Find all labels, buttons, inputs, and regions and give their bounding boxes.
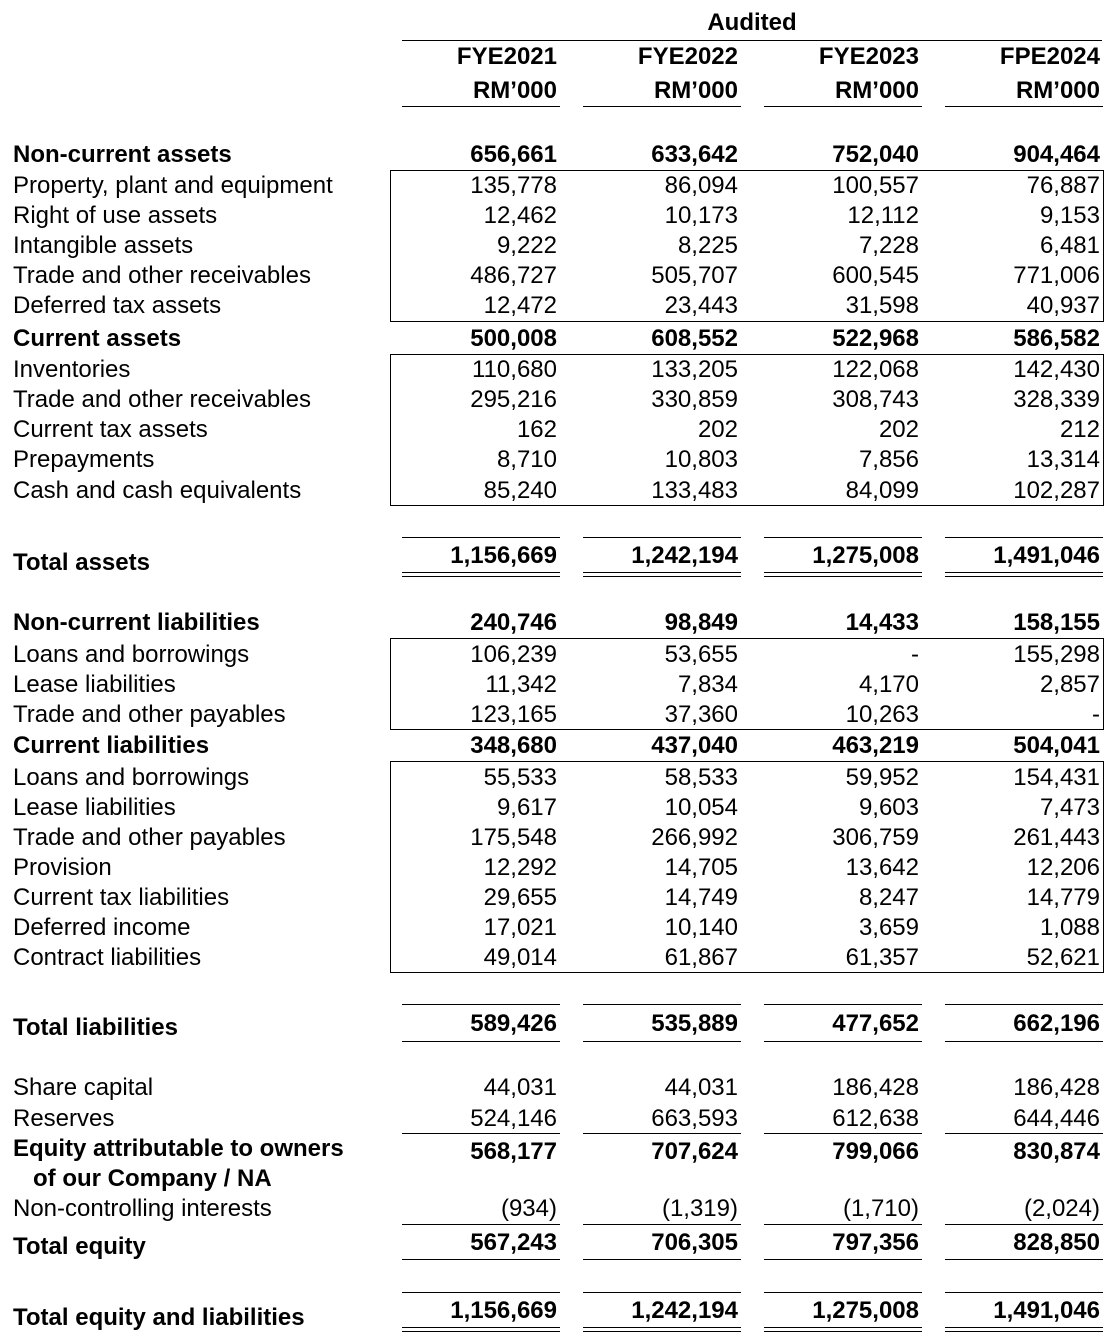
cell-value: 58,533: [664, 764, 738, 791]
double-rule: [402, 1327, 560, 1328]
cell-value: 7,856: [858, 446, 919, 473]
cell-value: 504,041: [1013, 732, 1100, 759]
cell-value: 797,356: [832, 1229, 919, 1256]
cell-value: (1,319): [661, 1195, 738, 1222]
row-label: Trade and other receivables: [13, 262, 311, 289]
cell-value: 106,239: [470, 641, 557, 668]
cell-value: 2,857: [1039, 671, 1100, 698]
header-underline: [402, 106, 560, 107]
cell-value: 12,462: [483, 202, 557, 229]
cell-value: 142,430: [1013, 356, 1100, 383]
cell-value: 122,068: [832, 356, 919, 383]
cell-value: 463,219: [832, 732, 919, 759]
unit-header: RM’000: [1015, 77, 1100, 104]
cell-value: 212: [1059, 416, 1100, 443]
row-label: Provision: [13, 854, 112, 881]
header-underline: [945, 106, 1103, 107]
row-label: Loans and borrowings: [13, 764, 250, 791]
cell-value: 85,240: [483, 477, 557, 504]
cell-value: 135,778: [470, 172, 557, 199]
total-rule: [764, 537, 922, 538]
cell-value: 84,099: [845, 477, 919, 504]
cell-value: 1,156,669: [450, 1297, 557, 1324]
cell-value: 328,339: [1013, 386, 1100, 413]
cell-value: 828,850: [1013, 1229, 1100, 1256]
cell-value: 13,314: [1026, 446, 1100, 473]
cell-value: 133,483: [651, 477, 738, 504]
cell-value: 53,655: [664, 641, 738, 668]
cell-value: 240,746: [470, 609, 557, 636]
total-rule: [945, 1004, 1103, 1005]
row-label: Current tax liabilities: [13, 884, 230, 911]
cell-value: 600,545: [832, 262, 919, 289]
cell-value: (934): [500, 1195, 557, 1222]
row-label: Total liabilities: [13, 1014, 178, 1041]
total-rule: [402, 1259, 560, 1260]
cell-value: 500,008: [470, 325, 557, 352]
cell-value: 40,937: [1026, 292, 1100, 319]
row-label: Contract liabilities: [13, 944, 202, 971]
cell-value: 13,642: [845, 854, 919, 881]
cell-value: 9,617: [496, 794, 557, 821]
unit-header: RM’000: [472, 77, 557, 104]
row-label: Non-controlling interests: [13, 1195, 272, 1222]
cell-value: 162: [516, 416, 557, 443]
double-rule: [945, 576, 1103, 577]
cell-value: 9,222: [496, 232, 557, 259]
cell-value: 158,155: [1013, 609, 1100, 636]
cell-value: 612,638: [832, 1105, 919, 1132]
double-rule: [764, 1327, 922, 1328]
cell-value: 10,263: [845, 701, 919, 728]
cell-value: 1,156,669: [450, 542, 557, 569]
cell-value: 76,887: [1026, 172, 1100, 199]
double-rule: [583, 576, 741, 577]
row-label: Prepayments: [13, 446, 155, 473]
cell-value: 61,867: [664, 944, 738, 971]
row-label: Non-current liabilities: [13, 609, 260, 636]
cell-value: 175,548: [470, 824, 557, 851]
cell-value: 10,054: [664, 794, 738, 821]
row-label: Current assets: [13, 325, 182, 352]
row-label: Total equity and liabilities: [13, 1304, 305, 1331]
cell-value: 186,428: [832, 1074, 919, 1101]
row-label: Deferred tax assets: [13, 292, 222, 319]
row-label: Lease liabilities: [13, 671, 176, 698]
cell-value: 44,031: [483, 1074, 557, 1101]
total-rule: [764, 1041, 922, 1042]
row-label: Trade and other payables: [13, 824, 286, 851]
cell-value: 8,225: [677, 232, 738, 259]
cell-value: 59,952: [845, 764, 919, 791]
total-rule: [402, 1004, 560, 1005]
cell-value: 37,360: [664, 701, 738, 728]
cell-value: (1,710): [842, 1195, 919, 1222]
cell-value: 1,491,046: [993, 1297, 1100, 1324]
total-rule: [402, 537, 560, 538]
double-rule: [945, 1331, 1103, 1332]
subtotal-rule: [945, 1133, 1103, 1134]
total-rule: [764, 1004, 922, 1005]
cell-value: -: [911, 641, 919, 668]
double-rule: [945, 1327, 1103, 1328]
cell-value: 86,094: [664, 172, 738, 199]
double-rule: [402, 576, 560, 577]
cell-value: 644,446: [1013, 1105, 1100, 1132]
row-label: Current tax assets: [13, 416, 208, 443]
row-label-continued: of our Company / NA: [33, 1165, 272, 1192]
cell-value: 522,968: [832, 325, 919, 352]
total-rule: [402, 1292, 560, 1293]
cell-value: -: [1092, 701, 1100, 728]
row-label: Total assets: [13, 549, 150, 576]
cell-value: 633,642: [651, 141, 738, 168]
row-label: Intangible assets: [13, 232, 194, 259]
cell-value: 14,779: [1026, 884, 1100, 911]
cell-value: 49,014: [483, 944, 557, 971]
cell-value: 186,428: [1013, 1074, 1100, 1101]
subtotal-rule: [764, 1133, 922, 1134]
double-rule: [402, 1331, 560, 1332]
row-label: Cash and cash equivalents: [13, 477, 302, 504]
row-label: Total equity: [13, 1233, 146, 1260]
total-rule: [945, 1041, 1103, 1042]
cell-value: 904,464: [1013, 141, 1100, 168]
cell-value: 29,655: [483, 884, 557, 911]
cell-value: 202: [878, 416, 919, 443]
header-underline: [764, 106, 922, 107]
cell-value: 348,680: [470, 732, 557, 759]
cell-value: 10,803: [664, 446, 738, 473]
period-header: FYE2022: [637, 43, 738, 70]
cell-value: (2,024): [1023, 1195, 1100, 1222]
cell-value: 524,146: [470, 1105, 557, 1132]
row-label: Trade and other payables: [13, 701, 286, 728]
row-label: Current liabilities: [13, 732, 210, 759]
cell-value: 123,165: [470, 701, 557, 728]
double-rule: [764, 572, 922, 573]
total-rule: [945, 1259, 1103, 1260]
double-rule: [583, 572, 741, 573]
period-header: FPE2024: [999, 43, 1100, 70]
cell-value: 707,624: [651, 1138, 738, 1165]
cell-value: 31,598: [845, 292, 919, 319]
cell-value: 6,481: [1039, 232, 1100, 259]
cell-value: 662,196: [1013, 1010, 1100, 1037]
cell-value: 306,759: [832, 824, 919, 851]
cell-value: 9,153: [1039, 202, 1100, 229]
cell-value: 133,205: [651, 356, 738, 383]
cell-value: 102,287: [1013, 477, 1100, 504]
row-label: Loans and borrowings: [13, 641, 250, 668]
cell-value: 23,443: [664, 292, 738, 319]
subtotal-rule: [402, 1133, 560, 1134]
subtotal-rule: [583, 1224, 741, 1225]
subtotal-rule: [764, 1224, 922, 1225]
total-rule: [583, 537, 741, 538]
cell-value: 1,275,008: [812, 1297, 919, 1324]
cell-value: 12,206: [1026, 854, 1100, 881]
cell-value: 1,275,008: [812, 542, 919, 569]
cell-value: 8,710: [496, 446, 557, 473]
cell-value: 61,357: [845, 944, 919, 971]
unit-header: RM’000: [653, 77, 738, 104]
double-rule: [402, 572, 560, 573]
cell-value: 567,243: [470, 1229, 557, 1256]
cell-value: 568,177: [470, 1138, 557, 1165]
cell-value: 1,242,194: [631, 1297, 738, 1324]
cell-value: 586,582: [1013, 325, 1100, 352]
cell-value: 14,705: [664, 854, 738, 881]
period-header: FYE2023: [818, 43, 919, 70]
double-rule: [764, 576, 922, 577]
double-rule: [583, 1327, 741, 1328]
total-rule: [583, 1004, 741, 1005]
cell-value: 486,727: [470, 262, 557, 289]
unit-header: RM’000: [834, 77, 919, 104]
cell-value: 155,298: [1013, 641, 1100, 668]
row-label: Property, plant and equipment: [13, 172, 333, 199]
cell-value: 3,659: [858, 914, 919, 941]
cell-value: 7,228: [858, 232, 919, 259]
cell-value: 98,849: [664, 609, 738, 636]
cell-value: 308,743: [832, 386, 919, 413]
cell-value: 505,707: [651, 262, 738, 289]
cell-value: 7,834: [677, 671, 738, 698]
total-rule: [583, 1259, 741, 1260]
cell-value: 55,533: [483, 764, 557, 791]
row-label: Lease liabilities: [13, 794, 176, 821]
cell-value: 477,652: [832, 1010, 919, 1037]
total-rule: [583, 1041, 741, 1042]
row-label: Reserves: [13, 1105, 115, 1132]
cell-value: 437,040: [651, 732, 738, 759]
total-rule: [945, 1292, 1103, 1293]
row-label: Inventories: [13, 356, 131, 383]
row-label: Right of use assets: [13, 202, 218, 229]
row-label: Trade and other receivables: [13, 386, 311, 413]
cell-value: 11,342: [485, 671, 557, 698]
header-underline: [583, 106, 741, 107]
double-rule: [764, 1331, 922, 1332]
cell-value: 830,874: [1013, 1138, 1100, 1165]
period-header: FYE2021: [456, 43, 557, 70]
cell-value: 44,031: [664, 1074, 738, 1101]
cell-value: 535,889: [651, 1010, 738, 1037]
cell-value: 12,292: [483, 854, 557, 881]
subtotal-rule: [945, 1224, 1103, 1225]
cell-value: 110,680: [472, 356, 557, 383]
cell-value: 100,557: [832, 172, 919, 199]
total-rule: [764, 1292, 922, 1293]
double-rule: [945, 572, 1103, 573]
cell-value: 7,473: [1039, 794, 1100, 821]
cell-value: 12,112: [847, 202, 919, 229]
cell-value: 17,021: [483, 914, 557, 941]
cell-value: 9,603: [858, 794, 919, 821]
cell-value: 154,431: [1013, 764, 1100, 791]
cell-value: 10,140: [664, 914, 738, 941]
cell-value: 14,433: [845, 609, 919, 636]
subtotal-rule: [583, 1133, 741, 1134]
cell-value: 10,173: [664, 202, 738, 229]
cell-value: 799,066: [832, 1138, 919, 1165]
cell-value: 8,247: [858, 884, 919, 911]
cell-value: 14,749: [664, 884, 738, 911]
cell-value: 771,006: [1013, 262, 1100, 289]
cell-value: 12,472: [483, 292, 557, 319]
row-label: Non-current assets: [13, 141, 232, 168]
cell-value: 295,216: [470, 386, 557, 413]
audited-rule: [402, 40, 1102, 41]
cell-value: 4,170: [858, 671, 919, 698]
cell-value: 266,992: [651, 824, 738, 851]
cell-value: 706,305: [651, 1229, 738, 1256]
cell-value: 589,426: [470, 1010, 557, 1037]
cell-value: 1,491,046: [993, 542, 1100, 569]
cell-value: 261,443: [1013, 824, 1100, 851]
cell-value: 608,552: [651, 325, 738, 352]
row-label: Share capital: [13, 1074, 154, 1101]
double-rule: [583, 1331, 741, 1332]
cell-value: 656,661: [470, 141, 557, 168]
cell-value: 330,859: [651, 386, 738, 413]
cell-value: 663,593: [651, 1105, 738, 1132]
cell-value: 752,040: [832, 141, 919, 168]
cell-value: 202: [697, 416, 738, 443]
total-rule: [402, 1041, 560, 1042]
total-rule: [583, 1292, 741, 1293]
cell-value: 1,242,194: [631, 542, 738, 569]
cell-value: 52,621: [1026, 944, 1100, 971]
audited-heading: Audited: [707, 9, 797, 36]
total-rule: [945, 537, 1103, 538]
row-label: Equity attributable to owners: [13, 1135, 344, 1162]
cell-value: 1,088: [1039, 914, 1100, 941]
total-rule: [764, 1259, 922, 1260]
row-label: Deferred income: [13, 914, 191, 941]
subtotal-rule: [402, 1224, 560, 1225]
